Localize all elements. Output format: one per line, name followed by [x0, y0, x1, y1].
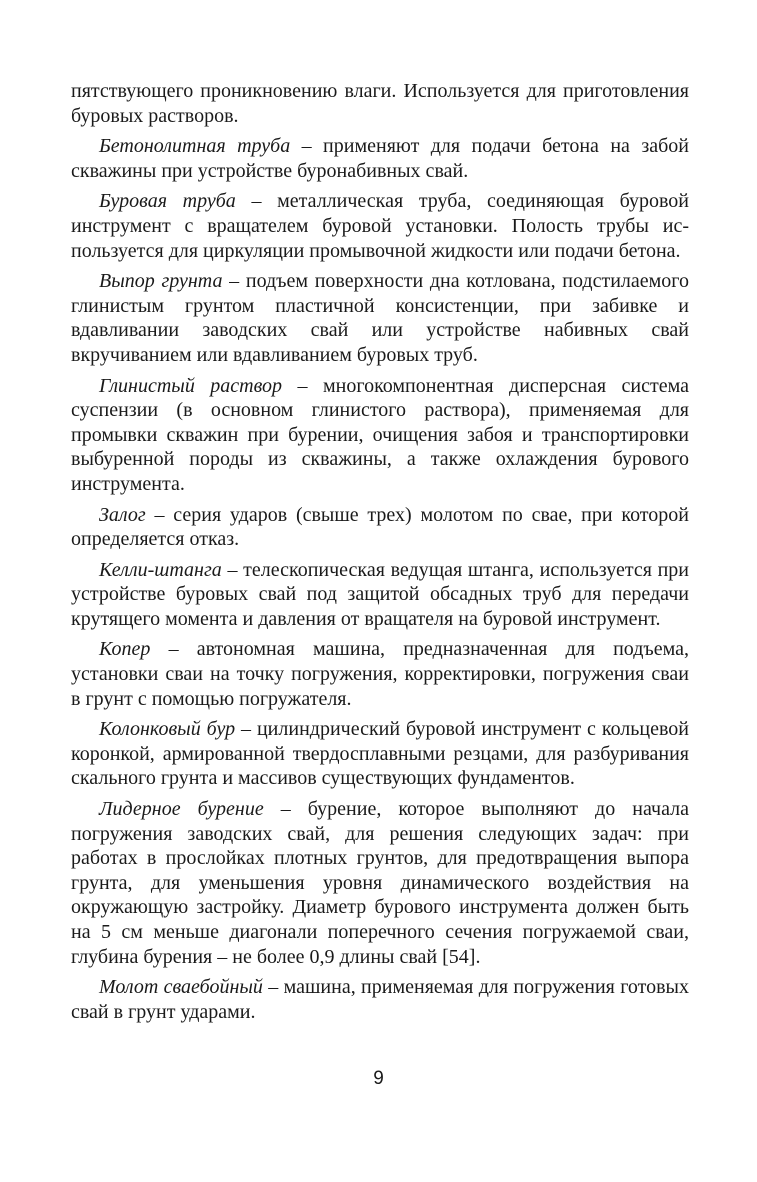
glossary-definition: – применяют для подачи бетона на забой скважины при устройстве буронабивных свай.	[71, 135, 689, 182]
glossary-term: Келли-штанга	[99, 558, 222, 581]
glossary-term: Лидерное бурение	[99, 798, 264, 821]
glossary-entry	[71, 134, 689, 183]
glossary-entry	[71, 189, 689, 263]
glossary-definition: – машина, применяемая для погружения готовых свай в грунт ударами.	[71, 976, 689, 1023]
glossary-definition: – бурение, которое выполняют до начала погружения заводских свай, для решения следующих задач: при работах в прослойках плотных грунтов, для предотвращения выпора грунта, для уменьшения уровня динамического воздействия на окружающую застройку. Диаметр бурового инструмента должен быть на 5 см меньше диагонали поперечного сечения погружаемой сваи, глубина бурения – не более 0,9 длины свай [54].	[71, 798, 690, 968]
glossary-term: Залог	[99, 503, 146, 526]
glossary-entry	[71, 503, 689, 552]
glossary-definition: – автономная машина, предназначенная для подъема, установки сваи на точку погружения, корректировки, погружения сваи в грунт с помощью погружателя.	[71, 638, 689, 710]
glossary-term: Копер	[99, 638, 151, 661]
glossary-term: Буровая труба	[99, 190, 236, 213]
page-number: 9	[373, 1068, 384, 1089]
glossary-entry	[71, 269, 689, 367]
page-body	[71, 79, 689, 1030]
glossary-term: Молот сваебойный	[99, 976, 263, 999]
glossary-term: Глинистый раствор	[99, 374, 283, 397]
glossary-term: Колонковый бур	[99, 718, 236, 741]
glossary-definition: – подъем поверхности дна котлована, подстилаемого глинистым грунтом пластичной консистенции, при забивке и вдавливании заводских свай или устройстве набивных свай вкручиванием или вдавливанием буровых труб.	[71, 270, 689, 366]
glossary-entry	[71, 717, 689, 791]
glossary-entry	[71, 797, 689, 969]
glossary-definition: – многокомпонентная дисперсная система суспензии (в основном глинистого раствора), применяемая для промывки скважин при бурении, очищения забоя и транспортировки выбуренной породы из скважины, а также охлаждения бурового инструмента.	[71, 374, 689, 495]
glossary-entry	[71, 558, 689, 632]
glossary-term: Бетонолитная труба	[99, 135, 291, 158]
glossary-entry	[71, 975, 689, 1024]
glossary-entry	[71, 374, 689, 497]
glossary-definition: – цилиндрический буровой инструмент с кольцевой коронкой, армированной твердосплавными резцами, для разбуривания скального грунта и массивов существующих фундаментов.	[71, 718, 689, 790]
glossary-entry	[71, 637, 689, 711]
glossary-term: Выпор грунта	[99, 270, 223, 293]
glossary-definition: – серия ударов (свыше трех) молотом по свае, при которой определяется отказ.	[71, 503, 689, 551]
intro-paragraph: пятствующего проникновению влаги. Используется для приготовления буровых растворов.	[71, 80, 689, 127]
glossary-definition: – телескопическая ведущая штанга, используется при устройстве буровых свай под защитой обсадных труб для передачи крутящего момента и давления от вращателя на буровой инструмент.	[71, 558, 689, 630]
glossary-definition: – металлическая труба, соединяющая буровой инструмент с вращателем буровой установки. Полость трубы используется для циркуляции промывочной жидкости или подачи бетона.	[71, 190, 690, 262]
